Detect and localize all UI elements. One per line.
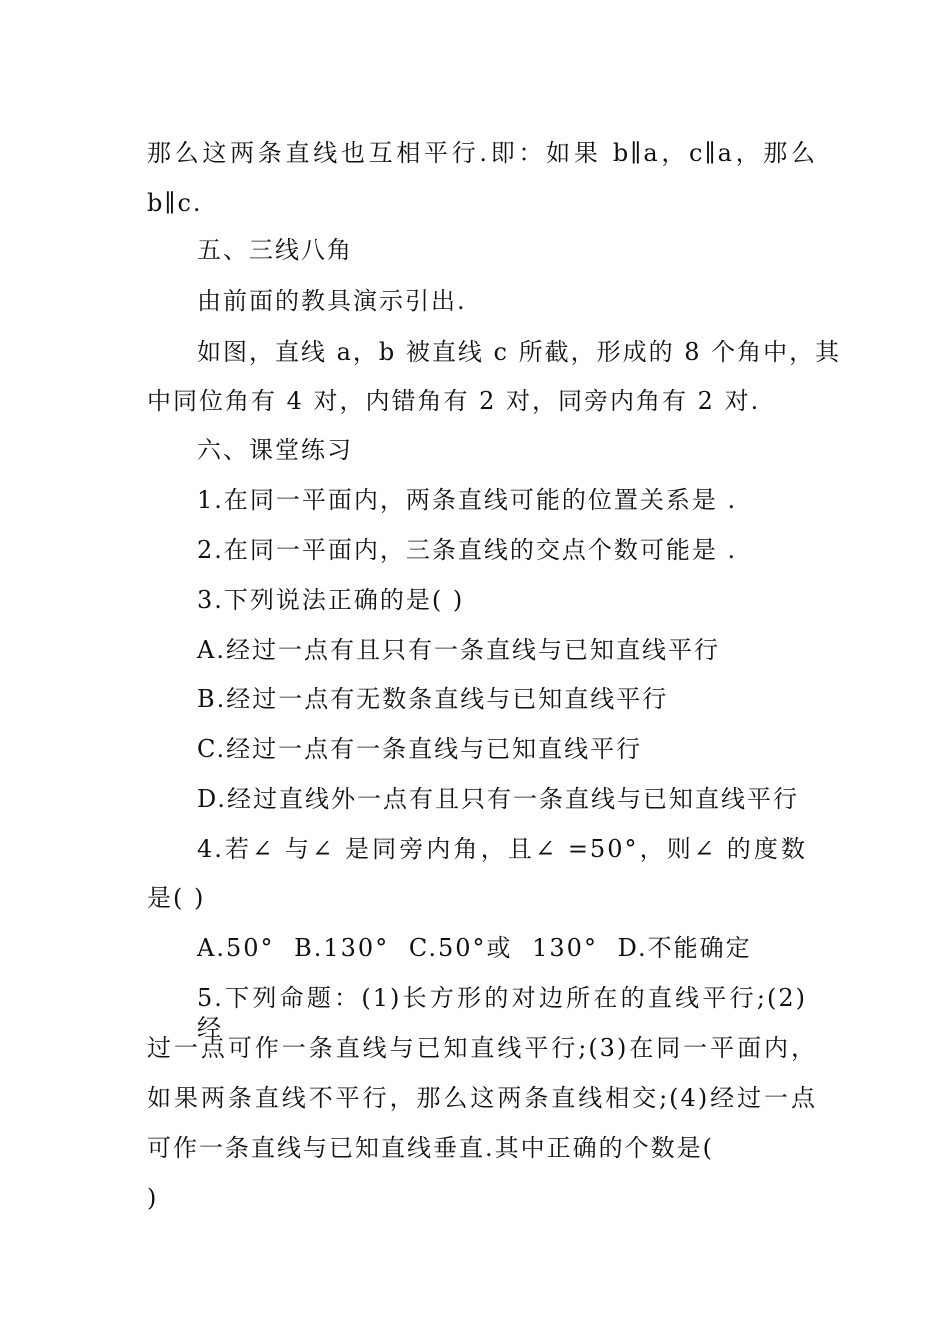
- exercise-4: 4.若∠ 与∠ 是同旁内角，且∠ =50°，则∠ 的度数: [197, 835, 807, 863]
- paragraph-line-3: 由前面的教具演示引出.: [197, 287, 467, 315]
- section-heading-6: 六、课堂练习: [197, 436, 353, 464]
- exercise-1: 1.在同一平面内，两条直线可能的位置关系是 .: [197, 486, 738, 514]
- exercise-4-continued: 是( ): [147, 884, 206, 912]
- exercise-5-line-2: 过一点可作一条直线与已知直线平行;(3)在同一平面内，: [147, 1034, 817, 1062]
- paragraph-line-5: 中同位角有 4 对，内错角有 2 对，同旁内角有 2 对.: [147, 387, 761, 415]
- exercise-2: 2.在同一平面内，三条直线的交点个数可能是 .: [197, 536, 738, 564]
- paragraph-line-4: 如图，直线 a，b 被直线 c 所截，形成的 8 个角中，其: [197, 338, 842, 366]
- section-heading-5: 五、三线八角: [197, 236, 353, 264]
- exercise-5-line-3: 如果两条直线不平行，那么这两条直线相交;(4)经过一点: [147, 1084, 817, 1112]
- paragraph-line-2: b∥c.: [147, 189, 203, 217]
- exercise-3-option-c: C.经过一点有一条直线与已知直线平行: [197, 735, 643, 763]
- exercise-3: 3.下列说法正确的是( ): [197, 586, 465, 614]
- exercise-5-line-4: 可作一条直线与已知直线垂直.其中正确的个数是(: [147, 1134, 714, 1162]
- exercise-3-option-d: D.经过直线外一点有且只有一条直线与已知直线平行: [197, 785, 800, 813]
- exercise-5-line-1: 5.下列命题：(1)长方形的对边所在的直线平行;(2)经: [197, 984, 807, 1042]
- exercise-4-options: A.50° B.130° C.50°或 130° D.不能确定: [197, 934, 752, 962]
- exercise-3-option-a: A.经过一点有且只有一条直线与已知直线平行: [197, 636, 720, 664]
- paragraph-line-1: 那么这两条直线也互相平行.即：如果 b∥a，c∥a，那么: [147, 139, 817, 167]
- exercise-3-option-b: B.经过一点有无数条直线与已知直线平行: [197, 685, 669, 713]
- exercise-5-line-5: ): [147, 1184, 159, 1212]
